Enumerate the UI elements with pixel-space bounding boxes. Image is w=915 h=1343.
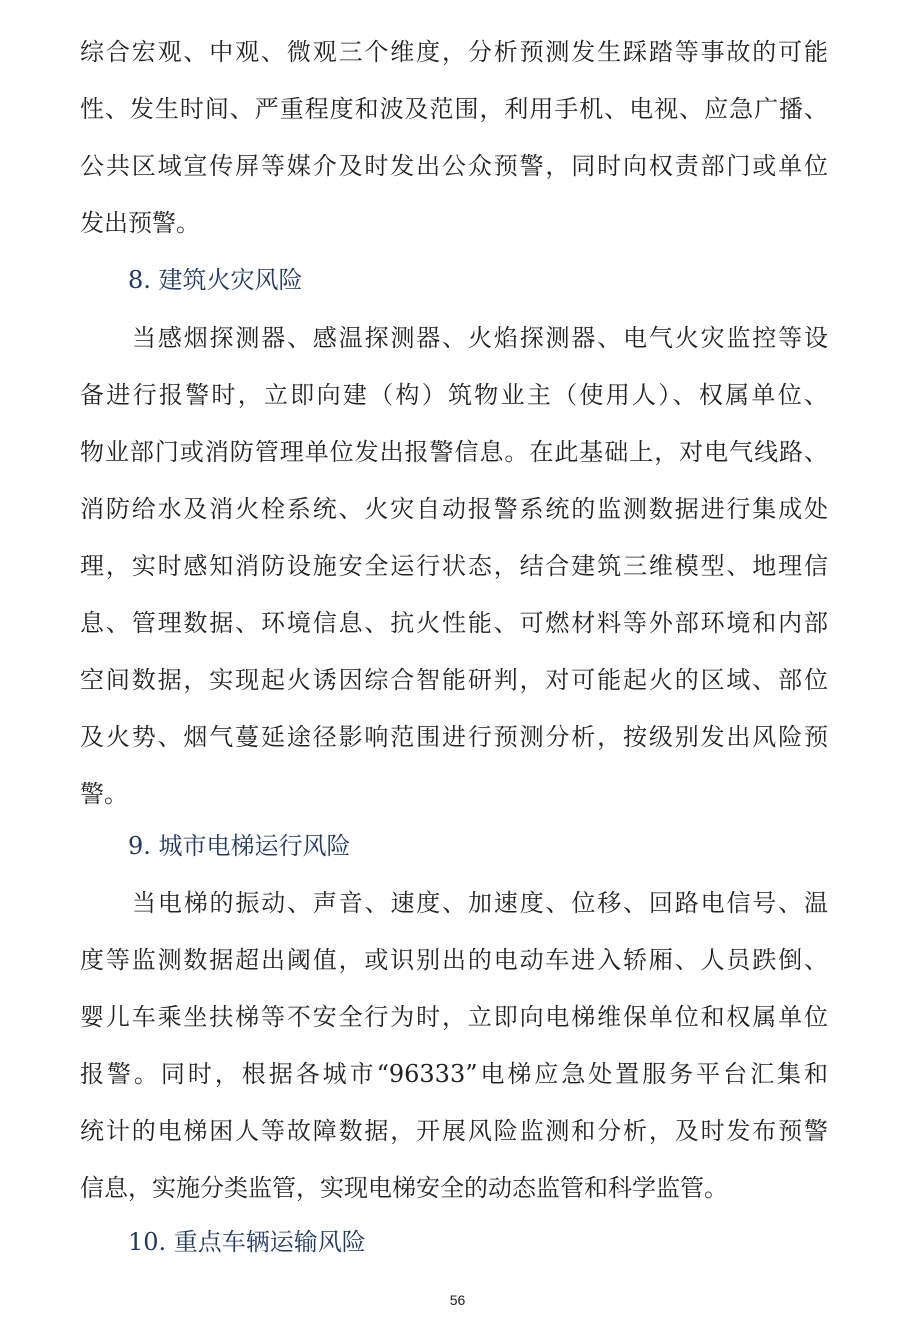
text-line: 公共区域宣传屏等媒介及时发出公众预警，同时向权责部门或单位 (80, 152, 828, 180)
text-line: 当感烟探测器、感温探测器、火焰探测器、电气火灾监控等设 (132, 324, 828, 352)
text-line: 理，实时感知消防设施安全运行状态，结合建筑三维模型、地理信 (80, 552, 828, 580)
text-line: 信息，实施分类监管，实现电梯安全的动态监管和科学监管。 (80, 1174, 728, 1202)
text-line: 报警。同时，根据各城市“96333”电梯应急处置服务平台汇集和 (80, 1060, 828, 1088)
text-line: 发出预警。 (80, 209, 200, 237)
paragraph-crowd-warning (80, 24, 828, 252)
text-line: 备进行报警时，立即向建（构）筑物业主（使用人）、权属单位、 (80, 381, 828, 409)
text-line: 性、发生时间、严重程度和波及范围，利用手机、电视、应急广播、 (80, 95, 828, 123)
text-line: 息、管理数据、环境信息、抗火性能、可燃材料等外部环境和内部 (80, 609, 828, 637)
text-line: 物业部门或消防管理单位发出报警信息。在此基础上，对电气线路、 (80, 438, 828, 466)
text-line: 警。 (80, 780, 128, 808)
section-heading-elevator: 9. 城市电梯运行风险 (128, 832, 351, 860)
section-heading-vehicle-transport: 10. 重点车辆运输风险 (128, 1228, 366, 1256)
text-line: 及火势、烟气蔓延途径影响范围进行预测分析，按级别发出风险预 (80, 723, 828, 751)
text-line: 统计的电梯困人等故障数据，开展风险监测和分析，及时发布预警 (80, 1117, 828, 1145)
text-line: 婴儿车乘坐扶梯等不安全行为时，立即向电梯维保单位和权属单位 (80, 1003, 828, 1031)
text-line: 综合宏观、中观、微观三个维度，分析预测发生踩踏等事故的可能 (80, 38, 828, 66)
section-heading-building-fire: 8. 建筑火灾风险 (128, 266, 303, 294)
paragraph-elevator (80, 875, 828, 1217)
text-line: 空间数据，实现起火诱因综合智能研判，对可能起火的区域、部位 (80, 666, 828, 694)
text-line: 消防给水及消火栓系统、火灾自动报警系统的监测数据进行集成处 (80, 495, 828, 523)
page-number: 56 (449, 1292, 466, 1308)
paragraph-building-fire (80, 310, 828, 823)
text-line: 度等监测数据超出阈值，或识别出的电动车进入轿厢、人员跌倒、 (80, 946, 828, 974)
text-line: 当电梯的振动、声音、速度、加速度、位移、回路电信号、温 (132, 889, 828, 917)
